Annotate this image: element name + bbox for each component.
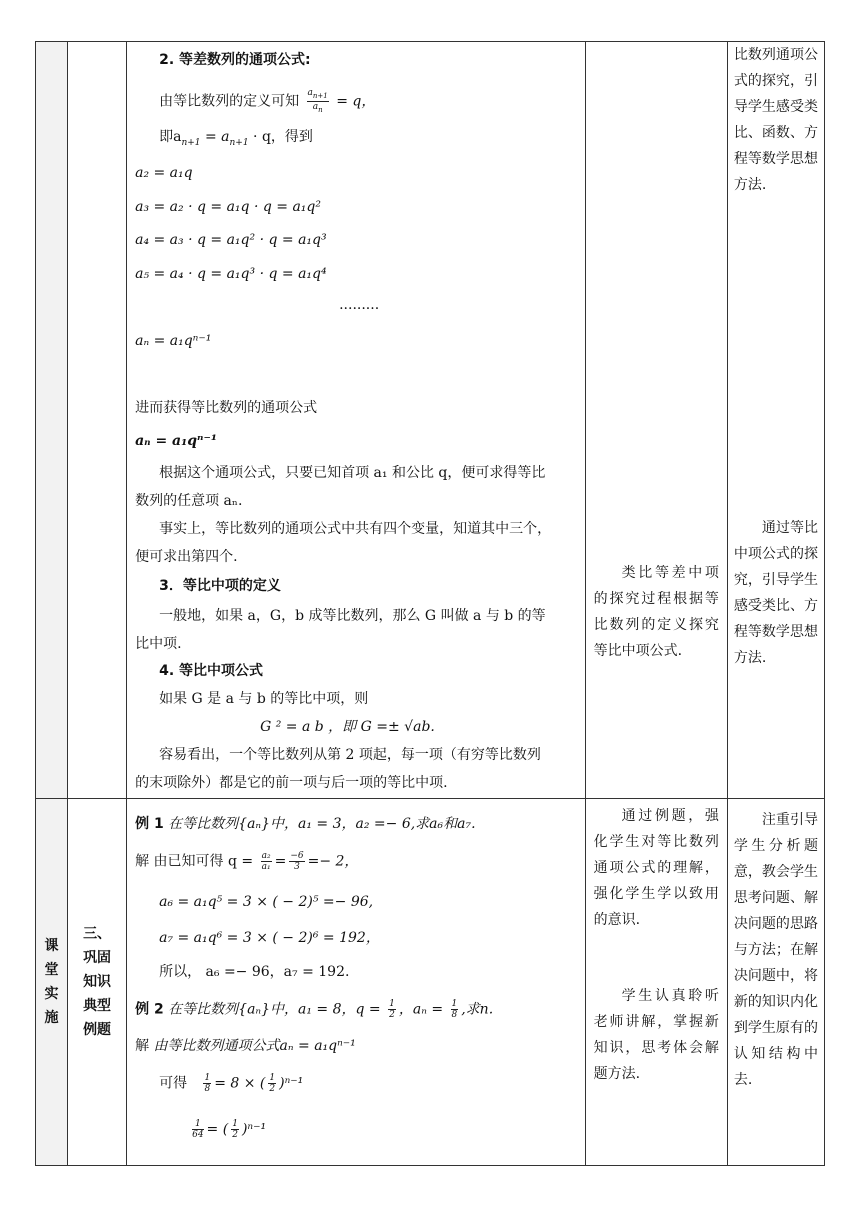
paragraph-line: 容易看出，一个等比数列从第 2 项起，每一项（有穷等比数列 xyxy=(159,747,541,763)
heading-general-formula: 2. 等差数列的通项公式: xyxy=(159,52,311,68)
content-cell xyxy=(127,799,586,1166)
paragraph-line: 根据这个通项公式，只要已知首项 a₁ 和公比 q，便可求得等比 xyxy=(159,465,546,481)
example-1: 例 1 在等比数列{aₙ}中，a₁ = 3，a₂ =− 6,求a₆和a₇. xyxy=(135,816,476,832)
definition-line: 由等比数列的定义可知 $\frac{a_{n+1}}{a_n}$ = q， xyxy=(159,88,376,114)
equation-a2: a₂ = a₁q xyxy=(135,165,193,181)
solution-1-ratio: 解 由已知可得 q = $\frac{\text{a₂}}{\text{a₁}}$ = $\frac{-6}{3}$ =− 2， xyxy=(135,851,359,872)
design-intent-text: 通过等比中项公式的探究，引导学生感受类比、方程等数学思想方法. xyxy=(733,520,818,666)
solution-2-formula: 解 由等比数列通项公式aₙ = a₁qⁿ⁻¹ xyxy=(135,1038,356,1054)
paragraph-line: 比中项. xyxy=(135,636,182,652)
solution-1-a6: a₆ = a₁q⁵ = 3 × ( − 2)⁵ =− 96, xyxy=(159,894,374,910)
section-cell xyxy=(68,42,127,799)
student-activity-text: 学生认真聆听老师讲解，掌握新知识，思考体会解题方法. xyxy=(593,988,719,1082)
section-cell xyxy=(68,799,127,1166)
example-2: 例 2 在等比数列{aₙ}中，a₁ = 8，q = $\frac{1}{2}$ ，aₙ = $\frac{1}{8}$ ,求n. xyxy=(135,999,494,1020)
heading-geometric-mean-formula: 4. 等比中项公式 xyxy=(159,663,264,679)
stage-cell xyxy=(36,42,68,799)
paragraph-line: 的末项除外）都是它的前一项与后一项的等比中项. xyxy=(135,775,448,791)
student-activity-text: 通过例题，强化学生对等比数列通项公式的理解，强化学生学以致用的意识. xyxy=(593,808,719,928)
stage-cell xyxy=(36,799,68,1166)
table-row xyxy=(36,42,825,799)
student-activity-text: 类比等差中项的探究过程根据等比数列的定义探究等比中项公式. xyxy=(593,565,719,659)
design-intent-cell xyxy=(727,799,824,1166)
equation-an: aₙ = a₁qⁿ⁻¹ xyxy=(135,333,212,349)
equation-a3: a₃ = a₂ · q = a₁q · q = a₁q² xyxy=(135,199,321,215)
section-label: 三、 巩固 知识 典型 例题 xyxy=(83,926,112,1038)
general-formula-intro: 进而获得等比数列的通项公式 xyxy=(135,400,318,416)
general-formula: aₙ = a₁qⁿ⁻¹ xyxy=(135,433,217,449)
equation-a4: a₄ = a₃ · q = a₁q² · q = a₁q³ xyxy=(135,232,327,248)
student-activity-cell xyxy=(585,42,727,799)
design-intent-text: 注重引导学生分析题意，教会学生思考问题、解决问题的思路与方法；在解决问题中，将新的知识内化到学生原有的认知结构中去. xyxy=(733,812,818,1088)
paragraph-line: 如果 G 是 a 与 b 的等比中项，则 xyxy=(159,691,369,707)
table-row xyxy=(36,799,825,1166)
ellipsis: ......... xyxy=(339,297,380,313)
design-intent-text: 比数列通项公式的探究，引导学生感受类比、函数、方程等数学思想方法. xyxy=(733,47,818,193)
paragraph-line: 数列的任意项 aₙ. xyxy=(135,493,243,509)
content-cell xyxy=(127,42,586,799)
design-intent-cell xyxy=(727,42,824,799)
paragraph-line: 一般地，如果 a，G，b 成等比数列，那么 G 叫做 a 与 b 的等 xyxy=(159,608,546,624)
lesson-plan-table xyxy=(35,41,825,1166)
stage-label: 课 堂 实 施 xyxy=(44,938,59,1026)
solution-1-answer: 所以， a₆ =− 96，a₇ = 192. xyxy=(159,964,350,980)
solution-2-step1: 可得 $\frac{1}{8}$ = 8 × ( $\frac{1}{2}$ )ⁿ⁻¹ xyxy=(159,1073,304,1094)
geometric-mean-formula: G ² = a b ，即 G =± √ab. xyxy=(260,719,435,735)
solution-2-step2: $\frac{1}{64}$ = ( $\frac{1}{2}$ )ⁿ⁻¹ xyxy=(192,1119,267,1140)
equation-a5: a₅ = a₄ · q = a₁q³ · q = a₁q⁴ xyxy=(135,266,327,282)
paragraph-line: 便可求出第四个. xyxy=(135,549,238,565)
solution-1-a7: a₇ = a₁q⁶ = 3 × ( − 2)⁶ = 192， xyxy=(159,930,380,946)
recurrence-line: 即$a_{n+1} = a_{n+1} \cdot q$，得到 xyxy=(159,129,313,148)
student-activity-cell xyxy=(585,799,727,1166)
heading-geometric-mean-definition: 3．等比中项的定义 xyxy=(159,578,281,594)
paragraph-line: 事实上，等比数列的通项公式中共有四个变量，知道其中三个， xyxy=(159,521,552,537)
